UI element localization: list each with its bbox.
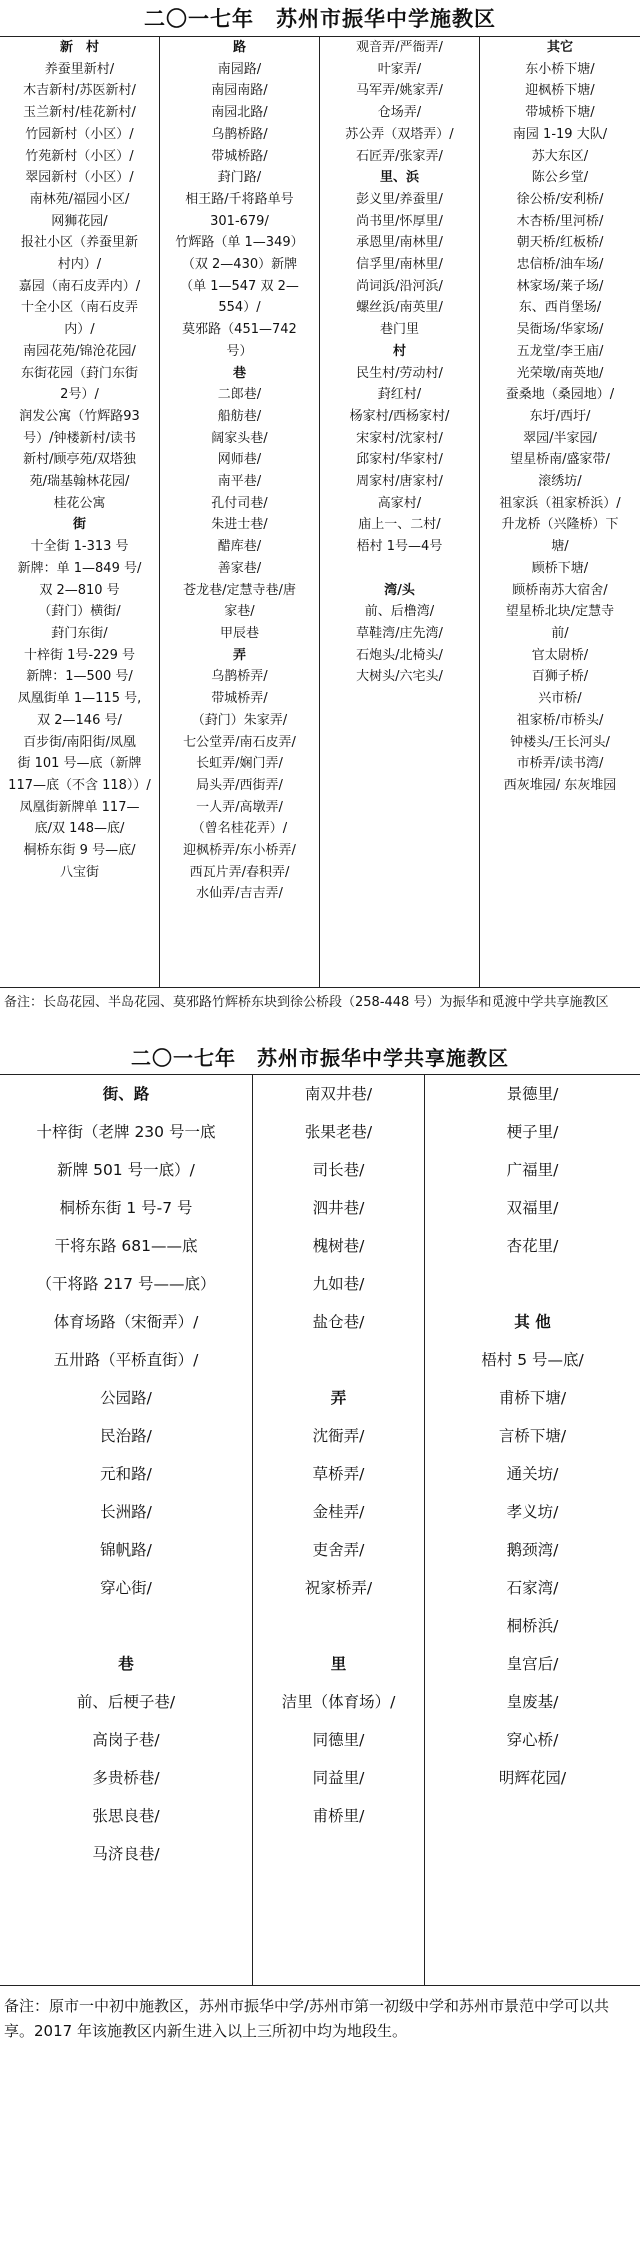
district-table xyxy=(0,36,640,988)
address-entry: 公园路/ xyxy=(100,1389,152,1407)
section-heading: 巷 xyxy=(118,1655,134,1673)
address-entry: 苍龙巷/定慧寺巷/唐 xyxy=(183,582,296,598)
address-entry: 苏公弄（双塔弄）/ xyxy=(345,126,454,142)
address-entry: 干将东路 681——底 xyxy=(54,1237,198,1255)
address-entry: 号） xyxy=(226,343,253,359)
address-entry: 石炮头/北椅头/ xyxy=(356,647,443,663)
table-note: 备注：原市一中初中施教区，苏州市振华中学/苏州市第一初级中学和苏州市景范中学可以共享。2017 年该施教区内新生进入以上三所初中均为地段生。 xyxy=(4,1997,610,2040)
address-entry: 醋库巷/ xyxy=(217,539,262,555)
address-entry: 迎枫桥弄/东小桥弄/ xyxy=(183,843,296,859)
address-entry: 甫桥下塘/ xyxy=(498,1389,567,1407)
address-entry: 七公堂弄/南石皮弄/ xyxy=(183,734,296,750)
address-entry: 竹辉路（单 1—349） xyxy=(175,235,304,251)
section-heading: 村 xyxy=(392,343,406,359)
address-entry: 沈衙弄/ xyxy=(312,1427,365,1445)
address-entry: 竹园新村（小区）/ xyxy=(25,126,134,142)
address-entry xyxy=(253,1341,424,1379)
address-entry: 塘/ xyxy=(551,539,569,555)
address-entry: 体育场路（宋衙弄）/ xyxy=(53,1313,199,1331)
address-entry: 明辉花园/ xyxy=(498,1769,567,1787)
address-entry: 新牌：单 1—849 号/ xyxy=(17,560,142,576)
address-entry: 承恩里/南林里/ xyxy=(356,235,443,251)
address-entry: 底/双 148—底/ xyxy=(34,821,125,837)
address-entry: 泗井巷/ xyxy=(312,1199,365,1217)
address-entry: 南平巷/ xyxy=(217,474,262,490)
address-entry: 号）/钟楼新村/读书 xyxy=(23,430,136,446)
address-entry: 301-679/ xyxy=(210,213,269,229)
address-entry: 金桂弄/ xyxy=(312,1503,365,1521)
address-entry: 彭义里/养蚕里/ xyxy=(356,191,443,207)
address-entry: 洁里（体育场）/ xyxy=(281,1693,396,1711)
address-entry: 桐桥东街 9 号—底/ xyxy=(23,843,136,859)
section-heading: 弄 xyxy=(330,1389,347,1407)
address-entry: 网师巷/ xyxy=(217,452,262,468)
table-column-streets xyxy=(0,1075,253,1985)
address-entry: 滚绣坊/ xyxy=(538,474,582,490)
address-entry: 家巷/ xyxy=(224,604,255,620)
address-entry: 张果老巷/ xyxy=(304,1123,373,1141)
address-entry: 2号）/ xyxy=(60,387,99,403)
address-entry: 相王路/千将路单号 xyxy=(185,191,294,207)
address-entry: 锦帆路/ xyxy=(100,1541,152,1559)
address-entry: 十梓街 1号-229 号 xyxy=(23,647,136,663)
address-entry: 嘉园（南石皮弄内）/ xyxy=(18,278,141,294)
address-entry: 凤凰街新牌单 117— xyxy=(19,799,140,815)
address-entry: 木杏桥/里河桥/ xyxy=(516,213,604,229)
address-entry: 117—底（不含 118））/ xyxy=(8,777,151,793)
address-entry: 民生村/劳动村/ xyxy=(356,365,443,381)
address-entry: 庙上一、二村/ xyxy=(358,517,441,533)
address-entry: 朱进士巷/ xyxy=(211,517,268,533)
address-entry: 南园 1-19 大队/ xyxy=(512,126,608,142)
address-entry: 皇宫后/ xyxy=(506,1655,559,1673)
address-entry: 桐桥东街 1 号-7 号 xyxy=(59,1199,193,1217)
address-entry: 望星桥南/盛家带/ xyxy=(510,452,610,468)
address-entry: 前、后橹湾/ xyxy=(364,604,435,620)
address-entry: 乌鹊桥路/ xyxy=(211,126,268,142)
address-entry: 长洲路/ xyxy=(100,1503,152,1521)
address-entry: 桐桥浜/ xyxy=(506,1617,559,1635)
address-entry: 顾桥南苏大宿舍/ xyxy=(512,582,608,598)
address-entry: 巷门里 xyxy=(379,322,419,338)
section-heading: 街 xyxy=(72,517,86,533)
address-entry: 光荣墩/南英地/ xyxy=(516,365,604,381)
section-heading: 街、路 xyxy=(102,1085,150,1103)
table-column-other xyxy=(480,37,640,987)
address-entry: 双 2—810 号 xyxy=(39,582,120,598)
document-page-2 xyxy=(0,1036,640,2258)
address-entry xyxy=(425,1265,640,1303)
address-entry: 同德里/ xyxy=(312,1731,365,1749)
table-column-other xyxy=(425,1075,640,1985)
address-entry: 润发公寓（竹辉路93 xyxy=(19,408,140,424)
section-heading: 弄 xyxy=(232,647,246,663)
address-entry: 螺丝浜/南英里/ xyxy=(356,300,443,316)
address-entry: 民治路/ xyxy=(100,1427,152,1445)
address-entry: 盐仓巷/ xyxy=(312,1313,365,1331)
address-entry: 大树头/六宅头/ xyxy=(356,669,443,685)
section-heading: 湾/头 xyxy=(384,582,415,598)
address-entry: 木吉新村/苏医新村/ xyxy=(23,83,136,99)
address-entry: 554）/ xyxy=(218,300,261,316)
address-entry: 石匠弄/张家弄/ xyxy=(356,148,443,164)
address-entry: 望星桥北块/定慧寺 xyxy=(505,604,615,620)
address-entry: （干将路 217 号——底） xyxy=(36,1275,216,1293)
address-entry: 观音弄/严衙弄/ xyxy=(356,40,443,55)
address-entry: 升龙桥（兴隆桥）下 xyxy=(501,517,619,533)
document-page-1 xyxy=(0,0,640,1036)
address-entry: （双 2—430）新牌 xyxy=(181,257,298,273)
address-entry: 槐树巷/ xyxy=(312,1237,365,1255)
address-entry: 石家湾/ xyxy=(506,1579,559,1597)
address-entry: 十全小区（南石皮弄 xyxy=(20,300,138,316)
page-title: 二〇一七年 苏州市振华中学施教区 xyxy=(144,7,496,31)
address-entry: 八宝街 xyxy=(59,864,99,880)
address-entry: 甫桥里/ xyxy=(312,1807,365,1825)
address-entry: 蚕桑地（桑园地）/ xyxy=(505,387,615,403)
address-entry: 二郎巷/ xyxy=(217,387,262,403)
address-entry: 朝天桥/红板桥/ xyxy=(516,235,604,251)
table-note: 备注：长岛花园、半岛花园、莫邪路竹辉桥东块到徐公桥段（258-448 号）为振华和觅渡中学共享施教区 xyxy=(4,995,609,1010)
address-entry: 张思良巷/ xyxy=(92,1807,160,1825)
address-entry: 一人弄/高墩弄/ xyxy=(196,799,283,815)
address-entry: 甲辰巷 xyxy=(219,625,259,641)
address-entry: 梧村 1号—4号 xyxy=(356,539,443,555)
address-entry: （单 1—547 双 2— xyxy=(180,278,299,294)
address-entry: 翠园新村（小区）/ xyxy=(25,170,134,186)
address-entry: 苏大东区/ xyxy=(531,148,589,164)
section-heading: 巷 xyxy=(232,365,246,381)
address-entry: 通关坊/ xyxy=(506,1465,559,1483)
address-entry: 阔家头巷/ xyxy=(211,430,268,446)
address-entry: 宋家村/沈家村/ xyxy=(356,430,443,446)
address-entry: 葑门路/ xyxy=(217,170,262,186)
address-entry: 乌鹊桥弄/ xyxy=(211,669,268,685)
address-entry: 东街花园（葑门东街 xyxy=(20,365,138,381)
address-entry: 九如巷/ xyxy=(312,1275,365,1293)
section-heading: 其 他 xyxy=(514,1313,551,1331)
address-entry: 同益里/ xyxy=(312,1769,365,1787)
address-entry: 新村/顾亭苑/双塔独 xyxy=(23,452,136,468)
address-entry: 草桥弄/ xyxy=(312,1465,365,1483)
section-heading: 其它 xyxy=(546,40,573,55)
address-entry: 仓场弄/ xyxy=(377,105,422,121)
address-entry: 吴衙场/华家场/ xyxy=(516,322,604,338)
address-entry: 顾桥下塘/ xyxy=(531,560,589,576)
address-entry: 邱家村/华家村/ xyxy=(356,452,443,468)
address-entry: 周家村/唐家村/ xyxy=(356,474,443,490)
address-entry: 草鞋湾/庄先湾/ xyxy=(356,625,443,641)
address-entry: 多贵桥巷/ xyxy=(92,1769,160,1787)
address-entry: 前、后梗子巷/ xyxy=(76,1693,176,1711)
address-entry: 南园北路/ xyxy=(211,105,268,121)
address-entry: 陈公乡堂/ xyxy=(531,170,589,186)
address-entry: 报社小区（养蚕里新 xyxy=(20,235,138,251)
address-entry: 善家巷/ xyxy=(217,560,262,576)
address-entry: 林家场/莱子场/ xyxy=(516,278,604,294)
address-entry: 官太尉桥/ xyxy=(531,647,589,663)
address-entry: 双福里/ xyxy=(506,1199,559,1217)
address-entry: 百狮子桥/ xyxy=(531,669,589,685)
address-entry: 玉兰新村/桂花新村/ xyxy=(23,105,136,121)
address-entry: 祝家桥弄/ xyxy=(304,1579,373,1597)
address-entry: 信孚里/南林里/ xyxy=(356,257,443,273)
address-entry: （葑门）朱家弄/ xyxy=(191,712,288,728)
address-entry: 前/ xyxy=(551,625,569,641)
address-entry: 梧村 5 号—底/ xyxy=(481,1351,584,1369)
address-entry: 杨家村/西杨家村/ xyxy=(349,408,450,424)
shared-district-table xyxy=(0,1074,640,1986)
address-entry: 莫邪路（451—742 xyxy=(182,322,297,338)
address-entry: 言桥下塘/ xyxy=(498,1427,567,1445)
address-entry: 高家村/ xyxy=(377,495,422,511)
address-entry: 高岗子巷/ xyxy=(92,1731,160,1749)
address-entry: 元和路/ xyxy=(100,1465,152,1483)
address-entry: 祖家桥/市桥头/ xyxy=(516,712,604,728)
address-entry: 村内）/ xyxy=(57,257,102,273)
address-entry: 杏花里/ xyxy=(506,1237,559,1255)
address-entry: 东、西肖堡场/ xyxy=(518,300,602,316)
address-entry: 南林苑/福园小区/ xyxy=(29,191,130,207)
address-entry: 东圩/西圩/ xyxy=(529,408,591,424)
address-entry: 十全街 1-313 号 xyxy=(30,539,129,555)
address-entry: 五卅路（平桥直街）/ xyxy=(53,1351,199,1369)
address-entry: 葑门东街/ xyxy=(51,625,108,641)
address-entry: 司长巷/ xyxy=(312,1161,365,1179)
table-column-lanes xyxy=(320,37,480,987)
address-entry: 带城桥下塘/ xyxy=(525,105,595,121)
address-entry: 新牌 501 号一底）/ xyxy=(57,1161,195,1179)
address-entry: 广福里/ xyxy=(506,1161,559,1179)
address-entry: 新牌：1—500 号/ xyxy=(26,669,133,685)
address-entry: 竹苑新村（小区）/ xyxy=(25,148,134,164)
table-column-roads xyxy=(160,37,320,987)
section-heading: 新 村 xyxy=(59,40,99,55)
address-entry: 南园路/ xyxy=(217,61,262,77)
address-entry xyxy=(253,1607,424,1645)
address-entry: 带城桥路/ xyxy=(211,148,268,164)
address-entry: 市桥弄/读书湾/ xyxy=(516,756,604,772)
address-entry: 葑红村/ xyxy=(377,387,422,403)
address-entry: 养蚕里新村/ xyxy=(44,61,115,77)
address-entry: 内）/ xyxy=(64,322,95,338)
address-entry: 南园花苑/锦沧花园/ xyxy=(23,343,136,359)
address-entry: 鹅颈湾/ xyxy=(506,1541,559,1559)
section-heading: 路 xyxy=(232,40,246,55)
address-entry: 徐公桥/安利桥/ xyxy=(516,191,604,207)
address-entry: 忠信桥/油车场/ xyxy=(516,257,604,273)
address-entry: 南园南路/ xyxy=(211,83,268,99)
address-entry: 百步街/南阳街/凤凰 xyxy=(23,734,136,750)
address-entry: 西灰堆园/ 东灰堆园 xyxy=(503,777,617,793)
address-entry: 兴市桥/ xyxy=(538,691,582,707)
address-entry: 网狮花园/ xyxy=(51,213,108,229)
address-entry: 叶家弄/ xyxy=(377,61,422,77)
address-entry: 孝义坊/ xyxy=(506,1503,559,1521)
address-entry: 钟楼头/王长河头/ xyxy=(510,734,610,750)
address-entry: 水仙弄/吉吉弄/ xyxy=(196,886,283,902)
page-title: 二〇一七年 苏州市振华中学共享施教区 xyxy=(131,1046,509,1070)
address-entry xyxy=(320,558,479,580)
address-entry: 西瓦片弄/春积弄/ xyxy=(189,864,290,880)
address-entry: 十梓街（老牌 230 号一底 xyxy=(36,1123,216,1141)
table-column-lanes xyxy=(253,1075,425,1985)
address-entry: 翠园/半家园/ xyxy=(523,430,597,446)
address-entry: 梗子里/ xyxy=(506,1123,559,1141)
address-entry: 局头弄/西街弄/ xyxy=(196,777,283,793)
address-entry: 长虹弄/娴门弄/ xyxy=(196,756,283,772)
address-entry: 马军弄/姚家弄/ xyxy=(356,83,443,99)
address-entry: 街 101 号—底（新牌 xyxy=(17,756,142,772)
address-entry: 带城桥弄/ xyxy=(211,691,268,707)
address-entry: 迎枫桥下塘/ xyxy=(525,83,595,99)
address-entry: 东小桥下塘/ xyxy=(525,61,595,77)
address-entry: 穿心桥/ xyxy=(506,1731,559,1749)
section-heading: 里、浜 xyxy=(379,170,419,186)
address-entry: 祖家浜（祖家桥浜）/ xyxy=(499,495,621,511)
address-entry: 凤凰街单 1—115 号, xyxy=(17,691,142,707)
section-heading: 里 xyxy=(330,1655,347,1673)
address-entry: 桂花公寓 xyxy=(53,495,106,511)
address-entry: 尚词浜/沿河浜/ xyxy=(356,278,443,294)
address-entry: （葑门）横街/ xyxy=(38,604,121,620)
address-entry: 苑/瑞基翰林花园/ xyxy=(29,474,130,490)
address-entry: 皇废基/ xyxy=(506,1693,559,1711)
address-entry: 吏舍弄/ xyxy=(312,1541,365,1559)
address-entry: 五龙堂/李王庙/ xyxy=(516,343,604,359)
table-column-villages xyxy=(0,37,160,987)
address-entry: 双 2—146 号/ xyxy=(37,712,122,728)
address-entry: 尚书里/怀厚里/ xyxy=(356,213,443,229)
address-entry xyxy=(0,1607,252,1645)
address-entry: 马济良巷/ xyxy=(92,1845,160,1863)
address-entry: 穿心街/ xyxy=(100,1579,152,1597)
address-entry: 景德里/ xyxy=(506,1085,559,1103)
address-entry: 南双井巷/ xyxy=(304,1085,373,1103)
address-entry: 船舫巷/ xyxy=(217,408,262,424)
address-entry: 孔付司巷/ xyxy=(211,495,268,511)
address-entry: （曾名桂花弄）/ xyxy=(191,821,288,837)
